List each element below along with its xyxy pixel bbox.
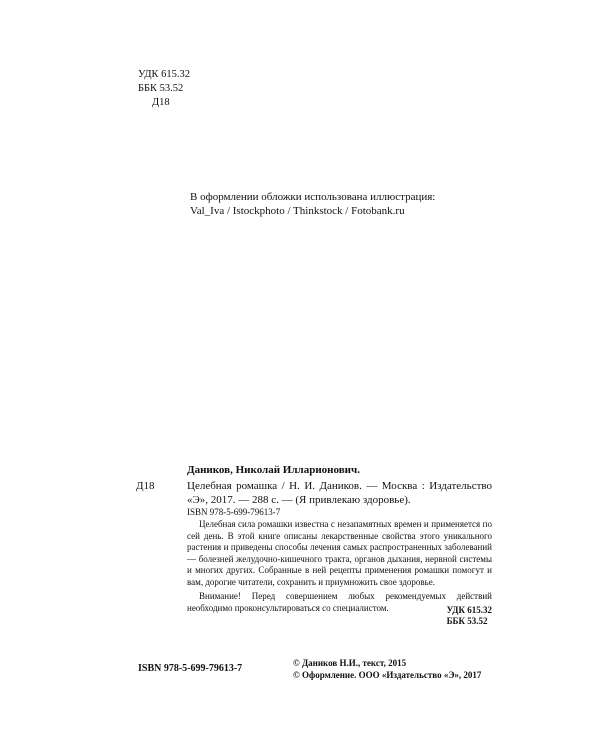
cover-illustration-credit <box>190 190 435 218</box>
annotation-text: Целебная сила ромашки известна с незапамятных времен и применяется по сей день. В этой книге описаны лекарственные свойства этого уникального растения и приведены способы лечения самых распространенных заболеваний — болезней желудочно-кишечного тракта, органов дыхания, нервной системы и многих других. Собранные в ней рецепты применения ромашки помогут и вам, дорогие читатели, сохранить и приумножить свое здоровье. <box>187 519 492 587</box>
udk-code-bottom: УДК 615.32 <box>446 605 492 615</box>
copyright-text: © Даников Н.И., текст, 2015 <box>293 658 407 668</box>
bibliographic-description: Целебная ромашка / Н. И. Даников. — Москва : Издательство «Э», 2017. — 288 с. — (Я привлекаю здоровье). <box>187 480 492 506</box>
bbk-code-bottom: ББК 53.52 <box>446 616 488 626</box>
author-mark: Д18 <box>152 97 170 108</box>
classification-codes-bottom <box>447 605 492 627</box>
annotation-warning: Внимание! Перед совершением любых рекомендуемых действий необходимо проконсультироваться со специалистом. <box>187 591 492 613</box>
classification-codes-top <box>138 68 190 110</box>
cover-credit-line-1: В оформлении обложки использована иллюстрация: <box>190 191 436 203</box>
cover-credit-line-2: Val_Iva / Istockphoto / Thinkstock / Fotobank.ru <box>190 205 405 217</box>
author-heading: Даников, Николай Илларионович. <box>187 464 360 476</box>
bbk-code: ББК 53.52 <box>138 83 184 94</box>
isbn-small: ISBN 978-5-699-79613-7 <box>187 507 281 517</box>
udk-code: УДК 615.32 <box>138 69 191 80</box>
copyright-design: © Оформление. ООО «Издательство «Э», 2017 <box>293 670 482 680</box>
isbn-main: ISBN 978-5-699-79613-7 <box>138 663 243 674</box>
author-mark-label: Д18 <box>136 480 155 492</box>
annotation <box>187 519 492 614</box>
copyright-block <box>293 657 481 681</box>
